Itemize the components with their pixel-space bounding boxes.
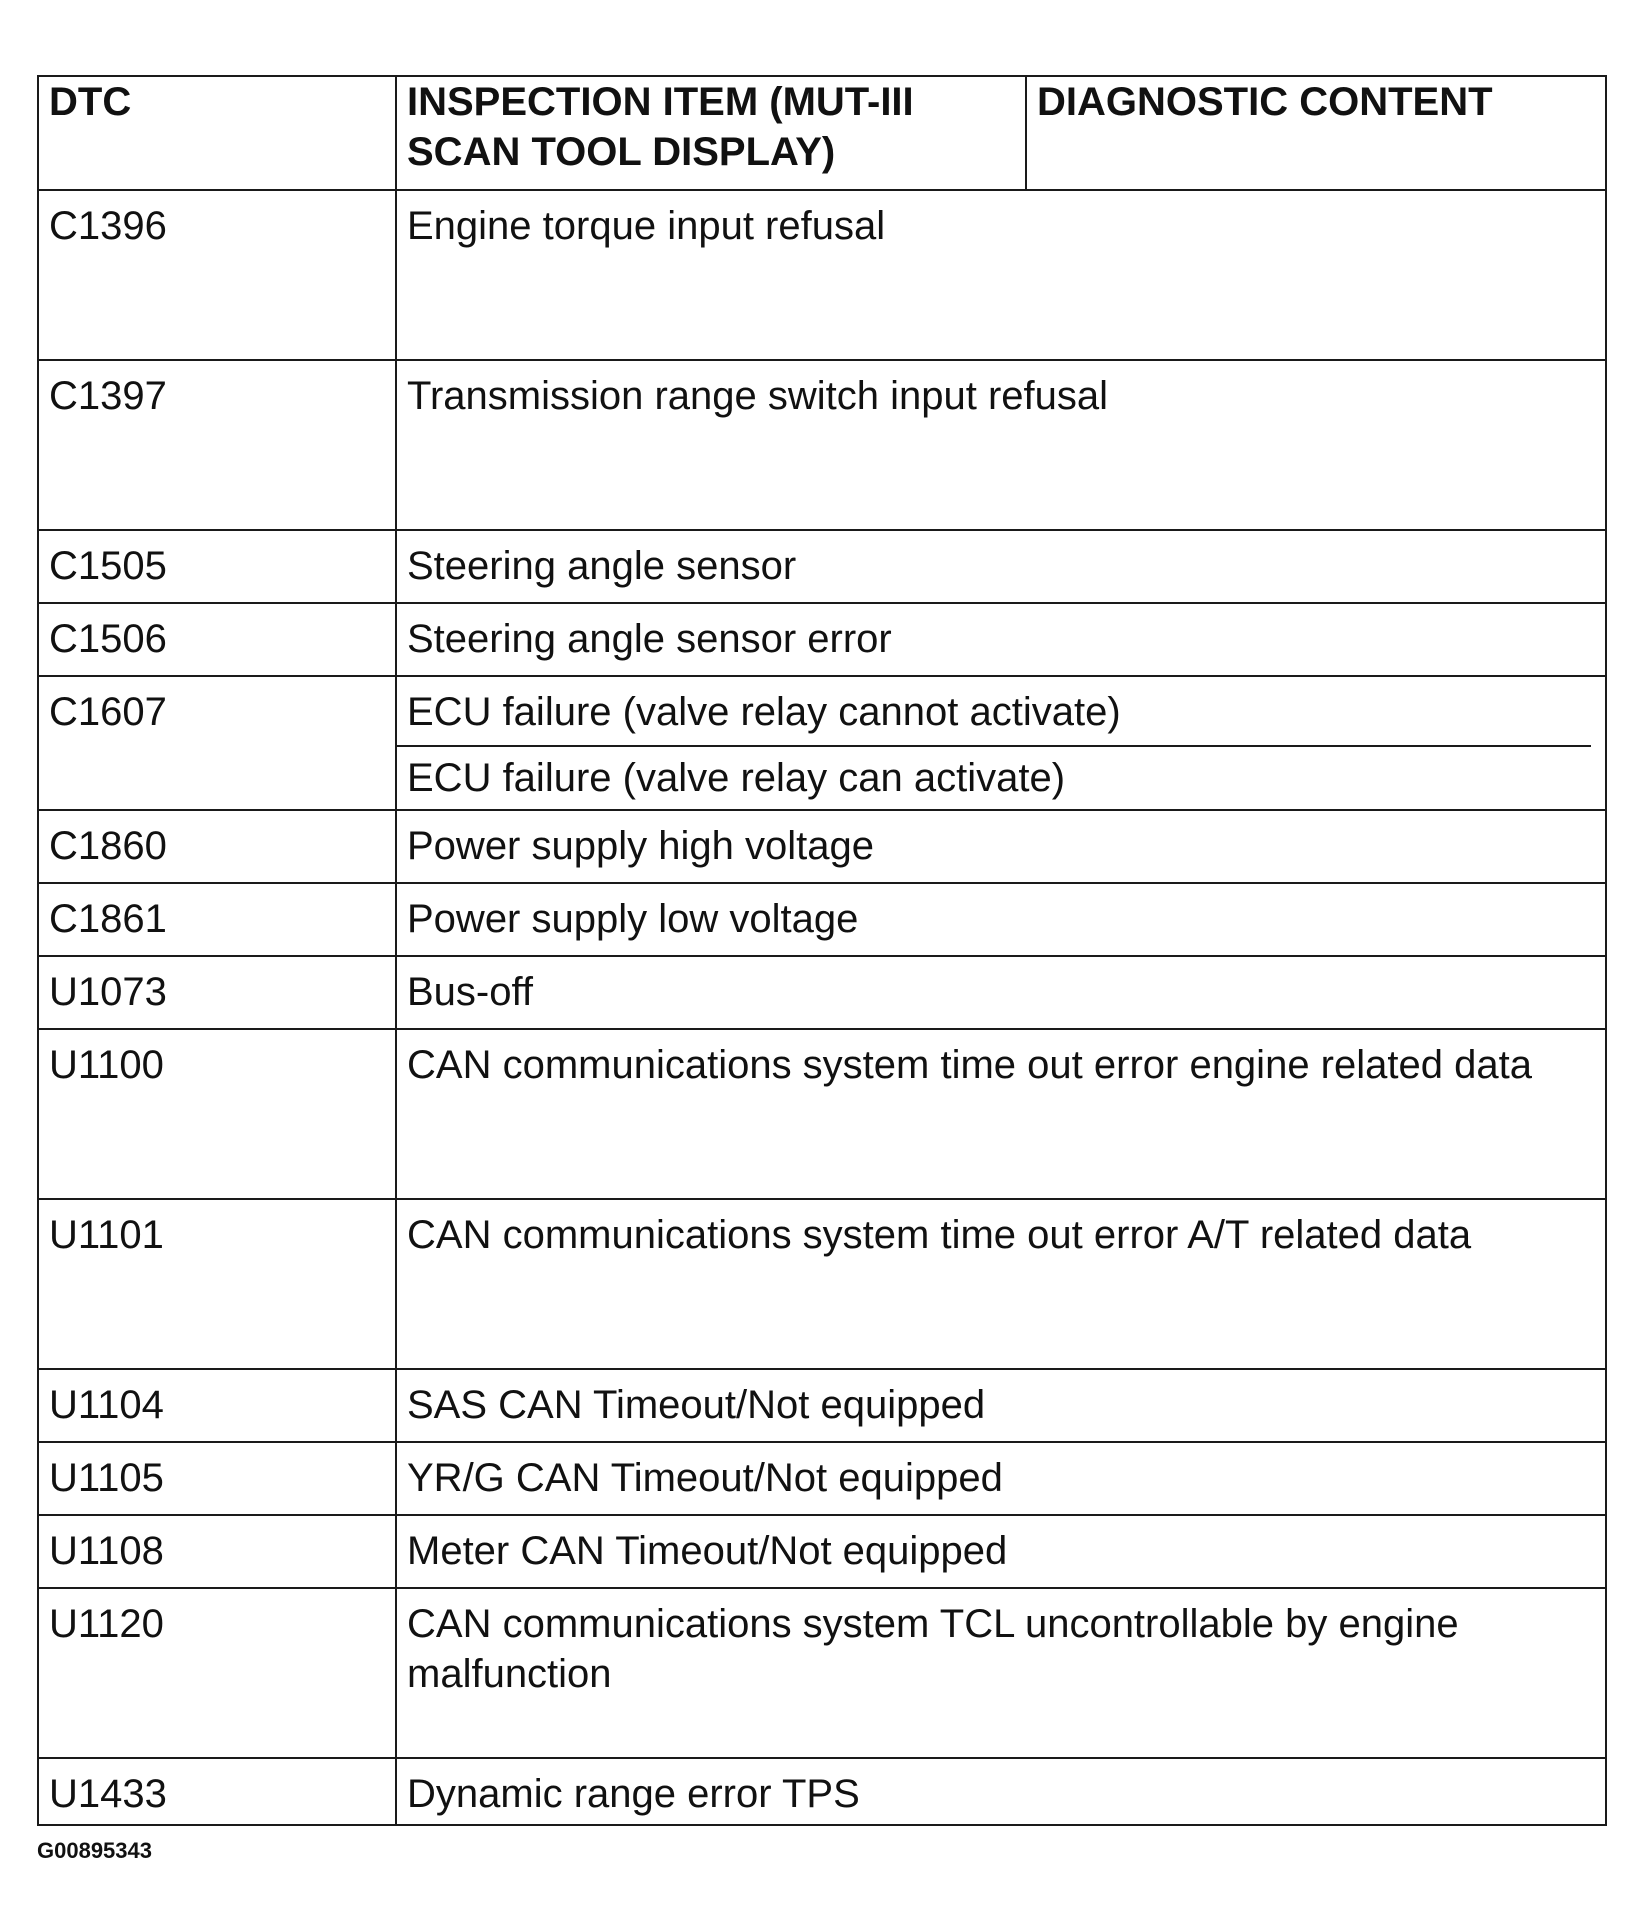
dtc-code: U1104 — [38, 1369, 396, 1442]
row-divider — [397, 745, 1591, 747]
inspection-item: Steering angle sensor error — [396, 603, 1606, 676]
inspection-item: SAS CAN Timeout/Not equipped — [396, 1369, 1606, 1442]
dtc-table — [37, 75, 1607, 1826]
figure-code: G00895343 — [37, 1838, 152, 1863]
inspection-item-group — [396, 676, 1606, 810]
inspection-item: Dynamic range error TPS — [396, 1758, 1606, 1825]
table-row — [38, 603, 1606, 676]
dtc-code: U1101 — [38, 1199, 396, 1369]
inspection-item: CAN communications system TCL uncontrollable by engine malfunction — [396, 1588, 1606, 1758]
table-row — [38, 1442, 1606, 1515]
inspection-item: Transmission range switch input refusal — [396, 360, 1606, 530]
dtc-code: U1120 — [38, 1588, 396, 1758]
inspection-item: Power supply low voltage — [396, 883, 1606, 956]
dtc-code: U1105 — [38, 1442, 396, 1515]
header-diagnostic-content: DIAGNOSTIC CONTENT — [1026, 76, 1606, 190]
table-row — [38, 1369, 1606, 1442]
inspection-item: Steering angle sensor — [396, 530, 1606, 603]
dtc-code: C1396 — [38, 190, 396, 360]
table-row — [38, 1758, 1606, 1825]
inspection-item: ECU failure (valve relay can activate) — [407, 756, 1066, 800]
dtc-code: C1397 — [38, 360, 396, 530]
table-row — [38, 676, 1606, 810]
table-row — [38, 190, 1606, 360]
table-row — [38, 1588, 1606, 1758]
inspection-item: Bus-off — [396, 956, 1606, 1029]
dtc-code: U1100 — [38, 1029, 396, 1199]
header-dtc: DTC — [38, 76, 396, 190]
dtc-code: U1073 — [38, 956, 396, 1029]
table-row — [38, 956, 1606, 1029]
dtc-code: C1607 — [38, 676, 396, 810]
table-row — [38, 1029, 1606, 1199]
dtc-code: C1506 — [38, 603, 396, 676]
inspection-item: YR/G CAN Timeout/Not equipped — [396, 1442, 1606, 1515]
table-row — [38, 1515, 1606, 1588]
inspection-item: Engine torque input refusal — [396, 190, 1606, 360]
header-inspection-item: INSPECTION ITEM (MUT-III SCAN TOOL DISPLAY) — [396, 76, 1026, 190]
table-row — [38, 883, 1606, 956]
dtc-code: C1860 — [38, 810, 396, 883]
dtc-code: U1108 — [38, 1515, 396, 1588]
table-row — [38, 810, 1606, 883]
table-row — [38, 360, 1606, 530]
dtc-code: U1433 — [38, 1758, 396, 1825]
inspection-item: CAN communications system time out error engine related data — [396, 1029, 1606, 1199]
inspection-item: Meter CAN Timeout/Not equipped — [396, 1515, 1606, 1588]
dtc-code: C1861 — [38, 883, 396, 956]
inspection-item: ECU failure (valve relay cannot activate) — [407, 690, 1121, 734]
table-header-row — [38, 76, 1606, 190]
table-row — [38, 530, 1606, 603]
inspection-item: Power supply high voltage — [396, 810, 1606, 883]
table-row — [38, 1199, 1606, 1369]
inspection-item: CAN communications system time out error A/T related data — [396, 1199, 1606, 1369]
dtc-code: C1505 — [38, 530, 396, 603]
